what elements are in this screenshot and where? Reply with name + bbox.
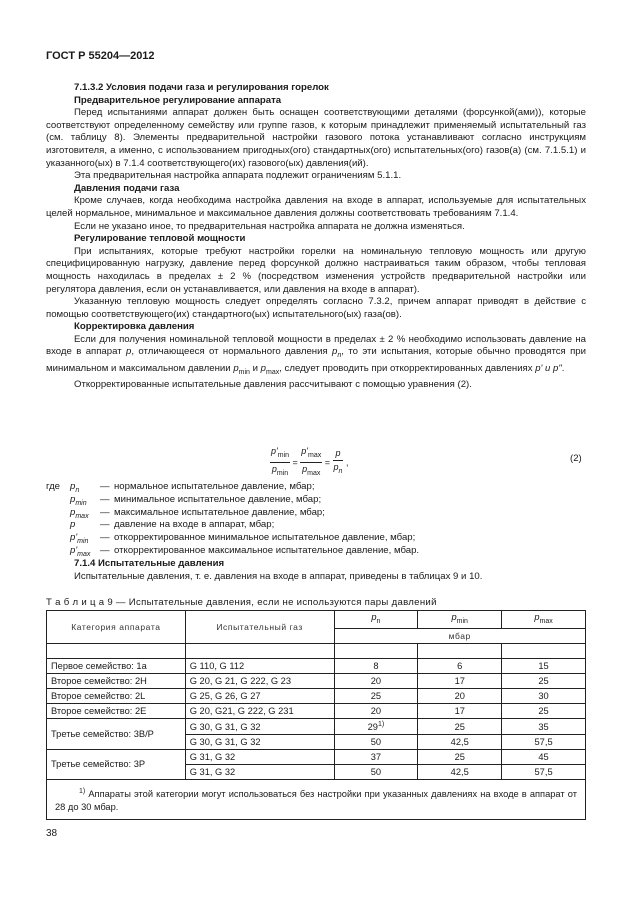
equation-number: (2) bbox=[570, 453, 582, 464]
paragraph: При испытаниях, которые требуют настройки горелки на номинальную тепловую мощность или другую специфицированную нагрузку, давление перед форсункой должно настраиваться таким образом, чтобы тепловая мощность находилась в пределах ± 2 % (посредством изменения устройств предварительной настройки или регулятора давления, если он устанавливается, или давления на входе в аппарат). bbox=[46, 245, 586, 295]
table-row: G 31, G 32 50 42,5 57,5 bbox=[47, 765, 586, 780]
header-pmin: $p_{min}$ bbox=[418, 611, 502, 629]
table-row: Третье семейство: 3P G 31, G 32 37 25 45 bbox=[47, 750, 586, 765]
subsection-title: Регулирование тепловой мощности bbox=[74, 233, 246, 245]
page-number: 38 bbox=[46, 828, 58, 839]
subsection-title: Давления подачи газа bbox=[74, 182, 180, 194]
header-gas: Испытательный газ bbox=[185, 611, 334, 644]
symbol-definitions: где $p_n$ — нормальное испытательное давление, мбар; $p_{min}$ — минимальное испытательное давление, мбар; $p_{max}$ — максимальное испытательное давление, мбар; p — давление на входе в аппарат, мбар; $p'_{min}$ — откорректированное минимальное испытательное давление, мбар; $p'_{max}$ — откорректированное максимальное испытательное давление, мбар. bbox=[46, 481, 420, 558]
table-row: Второе семейство: 2E G 20, G21, G 222, G 231 20 17 25 bbox=[47, 704, 586, 719]
header-pn: $p_n$ bbox=[334, 611, 418, 629]
section-title: 7.1.3.2 Условия подачи газа и регулирования горелок bbox=[74, 82, 329, 93]
paragraph: Если для получения номинальной тепловой мощности в пределах ± 2 % необходимо использовать давление на входе в аппарат p, отличающееся от нормального давления $p_n$, то эти испытания, которые обычно проводятся при минимальном и максимальном давлении $p_{min}$ и $p_{max}$, следует проводить при откорректированных давлениях p' и p". bbox=[46, 333, 586, 376]
table-row: Первое семейство: 1a G 110, G 112 8 6 15 bbox=[47, 659, 586, 674]
subsection-title: Корректировка давления bbox=[74, 321, 195, 333]
paragraph: Указанную тепловую мощность следует определять согласно 7.3.2, причем аппарат приводят в действие с помощью соответствующего(их) стандартного(ых) испытательного(ых) газа(ов). bbox=[46, 296, 586, 320]
pressure-table bbox=[46, 610, 586, 820]
paragraph: Испытательные давления, т. е. давления на входе в аппарат, приведены в таблицах 9 и 10. bbox=[74, 570, 483, 582]
paragraph: Если не указано иное, то предварительная настройка аппарата не должна изменяться. bbox=[74, 220, 465, 232]
paragraph: Эта предварительная настройка аппарата подлежит ограничениям 5.1.1. bbox=[74, 170, 402, 182]
header-category: Категория аппарата bbox=[47, 611, 186, 644]
header-pmax: $p_{max}$ bbox=[502, 611, 586, 629]
table-row: Второе семейство: 2L G 25, G 26, G 27 25 20 30 bbox=[47, 689, 586, 704]
subsection-title: Предварительное регулирование аппарата bbox=[74, 94, 282, 106]
paragraph: Кроме случаев, когда необходима настройка давления на входе в аппарат, используемые для испытательных целей нормальное, минимальное и максимальное давления должны соответствовать требованиям 7.1.4. bbox=[46, 195, 586, 219]
paragraph: Откорректированные испытательные давления рассчитывают с помощью уравнения (2). bbox=[74, 379, 472, 391]
table-row: G 30, G 31, G 32 50 42,5 57,5 bbox=[47, 735, 586, 750]
table-footnote-row: $^{1)}$ Аппараты этой категории могут использоваться без настройки при указанных давлениях на входе в аппарат от 28 до 30 мбар. bbox=[47, 780, 586, 820]
header-unit: мбар bbox=[334, 629, 585, 644]
document-header: ГОСТ Р 55204—2012 bbox=[46, 50, 155, 62]
table-caption: Т а б л и ц а 9 — Испытательные давления, если не используются пары давлений bbox=[46, 597, 437, 608]
section-7-1-4 bbox=[46, 558, 586, 583]
equation: $\frac{p'_{min}}{p_{min}}$ = $\frac{p'_{max}}{p_{max}}$ = $\frac{p}{p_n}$ , bbox=[271, 446, 349, 478]
table-footnote: Аппараты этой категории могут использоваться без настройки при указанных давлениях на входе в аппарат от 28 до 30 мбар. bbox=[55, 789, 577, 812]
paragraph: Перед испытаниями аппарат должен быть оснащен соответствующими деталями (форсункой(ами)), которые соответствуют определенному семейству или группе газов, к которым принадлежит применяемый испытательный газ (см. таблицу 8). Элементы предварительной настройки газового потока устанавливают согласно инструкциям изготовителя, а именно, с использованием пригодных(ого) стандартных(ого) испытательных(ого) газов(а) (см. 7.1.5.1) и указанного(ых) в 7.1.4 соответствующего(их) газового(ых) давления(ий). bbox=[46, 107, 586, 169]
section-title: 7.1.4 Испытательные давления bbox=[74, 558, 225, 569]
table-row: Третье семейство: 3B/P G 30, G 31, G 32 29$^{1)}$ 25 35 bbox=[47, 719, 586, 735]
table-row: Второе семейство: 2H G 20, G 21, G 222, G 23 20 17 25 bbox=[47, 674, 586, 689]
body-text bbox=[46, 82, 586, 392]
